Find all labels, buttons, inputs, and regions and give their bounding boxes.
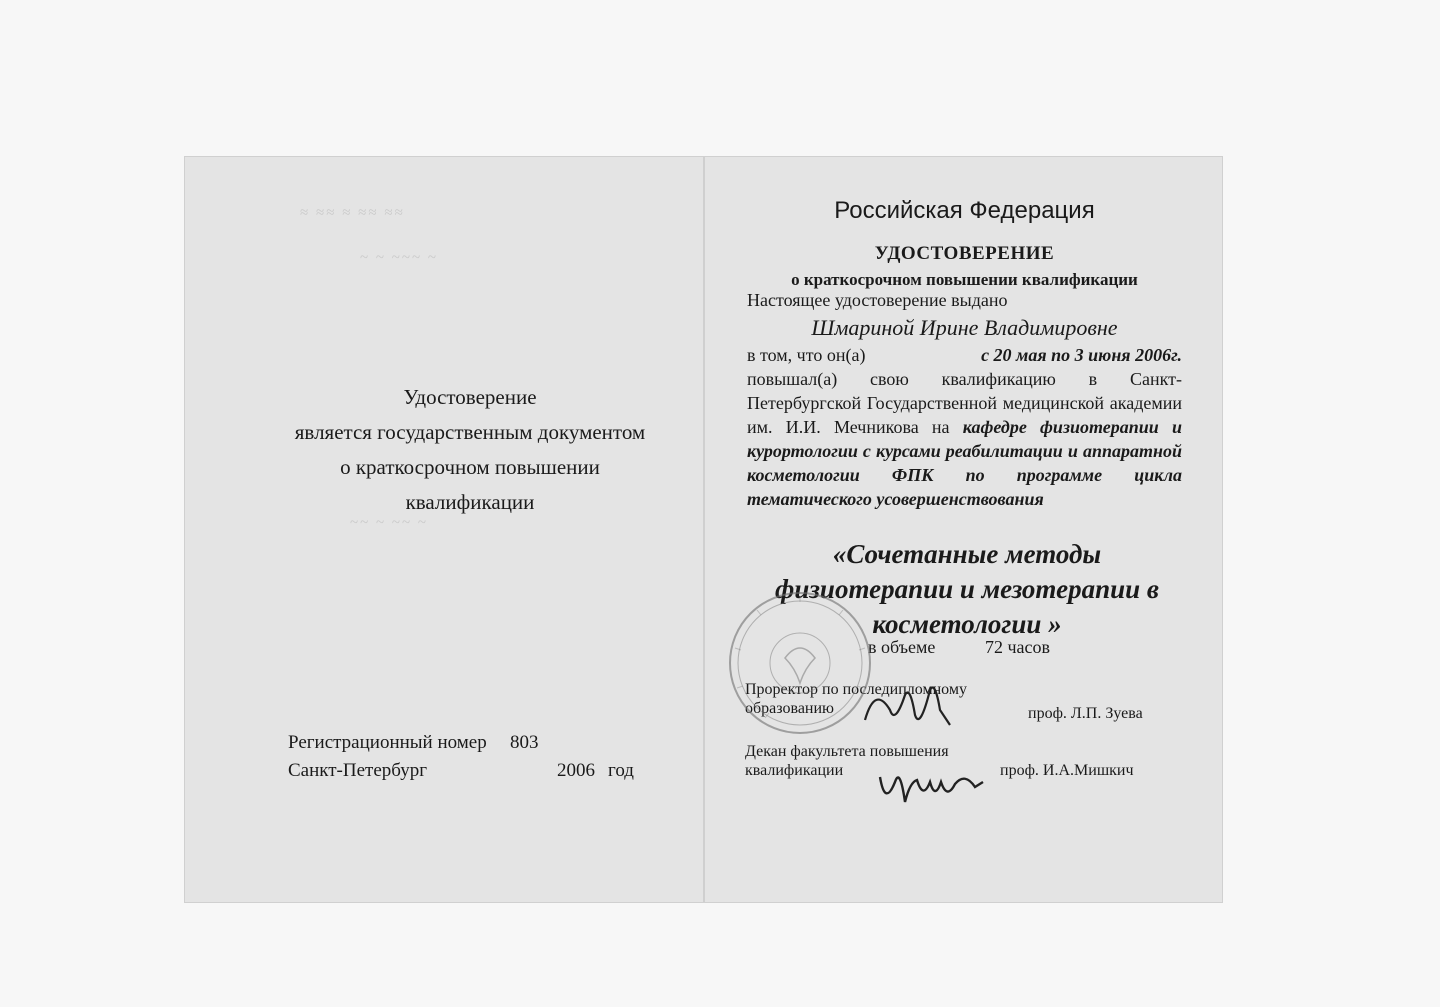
document-title: УДОСТОВЕРЕНИЕ xyxy=(874,243,1055,264)
statement-line: квалификации xyxy=(405,490,535,514)
statement-line: Удостоверение xyxy=(403,385,537,409)
bleed-through-marks: ≈ ≈≈ ≈ ≈≈ ≈≈ xyxy=(300,205,405,221)
document-subtitle: о краткосрочном повышении квалификации xyxy=(791,270,1138,289)
statement-line: о краткосрочном повышении xyxy=(340,455,600,479)
signer1-name: проф. Л.П. Зуева xyxy=(1028,705,1143,722)
bleed-through-marks: ~ ~ ~~~ ~ xyxy=(360,250,438,266)
body-plain-text: повышал(а) свою квалификацию в Санкт-Петербургской Государственной медицинской академии им. И.И. Мечникова на xyxy=(747,369,1182,437)
department-text: кафедре физиотерапии и курортологии с курсами реабилитации и аппаратной косметологии ФПК по программе цикла тематического усовершенствования xyxy=(747,417,1183,509)
left-page-statement xyxy=(250,380,690,520)
certificate-body xyxy=(747,343,1182,511)
period-prefix: в том, что он(а) xyxy=(747,345,866,365)
volume-label: в объеме xyxy=(868,637,936,657)
signer2-name: проф. И.А.Мишкич xyxy=(1000,762,1134,779)
registration-label: Регистрационный номер xyxy=(288,732,487,753)
year-suffix: год xyxy=(608,760,634,781)
official-seal-icon xyxy=(725,588,875,738)
country-title: Российская Федерация xyxy=(834,197,1095,224)
city: Санкт-Петербург xyxy=(288,760,428,781)
signature-icon xyxy=(855,680,965,735)
page-fold xyxy=(703,157,705,902)
volume-value: 72 часов xyxy=(985,637,1051,657)
issued-to-label: Настоящее удостоверение выдано xyxy=(747,290,1008,310)
program-title: «Сочетанные методы физиотерапии и мезотерапии в косметологии » xyxy=(775,539,1159,639)
signer1-title: Проректор по последипломному образованию xyxy=(745,681,967,717)
issue-year: 2006 xyxy=(557,760,595,781)
period-line xyxy=(747,343,1182,367)
signature-icon xyxy=(875,762,990,817)
holder-name: Шмариной Ирине Владимировне xyxy=(811,315,1118,340)
registration-number: 803 xyxy=(510,732,539,753)
signer2-title: Декан факультета повышения квалификации xyxy=(745,743,949,779)
statement-line: является государственным документом xyxy=(294,420,646,444)
period-dates: с 20 мая по 3 июня 2006г. xyxy=(981,345,1182,365)
bleed-through-marks: ~~ ~ ~~ ~ xyxy=(350,515,428,531)
